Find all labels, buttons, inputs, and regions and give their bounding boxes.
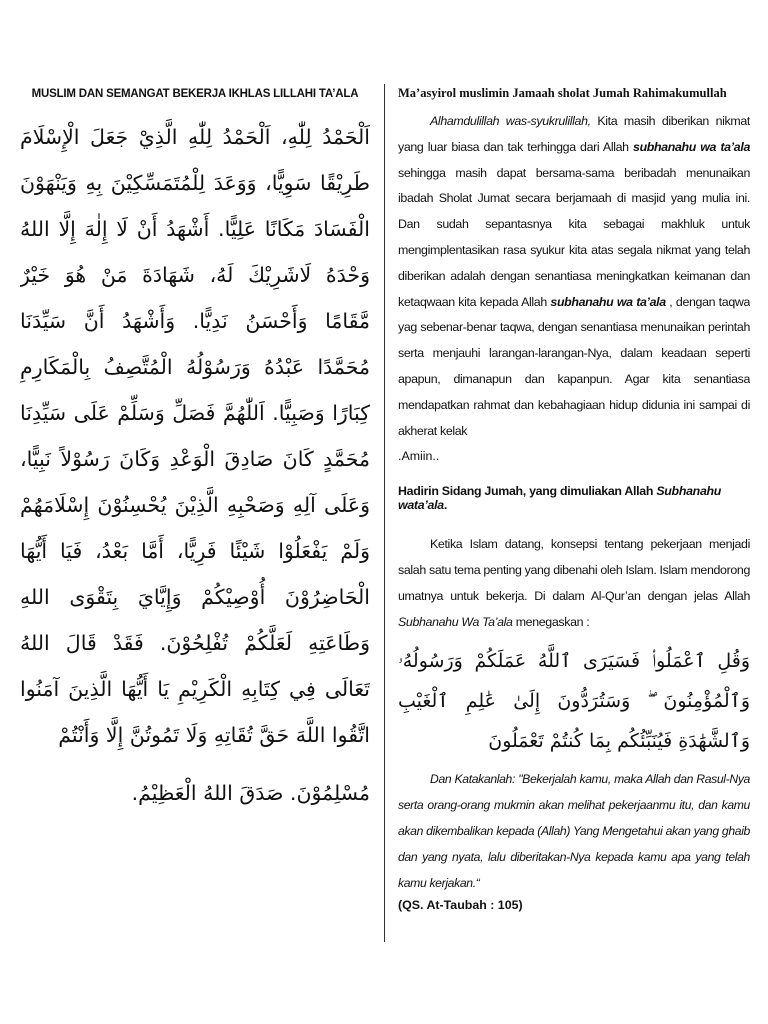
allah-epithet: Subhanahu Wa Ta’ala	[398, 614, 513, 629]
amin-line: .Amiin..	[398, 449, 440, 464]
allah-epithet: subhanahu wa ta’ala	[550, 294, 666, 309]
sermon-greeting-heading: Ma’asyirol muslimin Jamaah sholat Jumah Rahimakumullah	[398, 86, 727, 100]
khutbah-title: MUSLIM DAN SEMANGAT BEKERJA IKHLAS LILLAHI TA’ALA	[31, 88, 359, 100]
verse-translation: Dan Katakanlah: "Bekerjalah kamu, maka Allah dan Rasul-Nya serta orang-orang mukmin akan melihat pekerjaanmu itu, dan kamu akan dikembalikan kepada (Allah) Yang Mengetahui akan yang ghaib dan yang nyata, lalu diberitakan-Nya kepada kamu apa yang telah kamu kerjakan.“	[398, 772, 750, 890]
opening-paragraph: Alhamdulillah was-syukrulillah, Kita masih diberikan nikmat yang luar biasa dan tak terhingga dari Allah subhanahu wa ta’ala sehingga masih dapat bersama-sama beribadah menunaikan ibadah Sholat Jumat secara berjamaah di masjid yang mulia ini. Dan sudah sepantasnya kita sebagai makhluk untuk mengimplentasikan rasa syukur kita atas segala nikmat yang telah diberikan adalah dengan senantiasa meningkatkan keimanan dan ketaqwaan kita kepada Allah subhanahu wa ta’ala , dengan taqwa yag sebenar-benar taqwa, dengan senantiasa menunaikan perintah serta menjauhi larangan-larangan-Nya, dalam keadaan seperti apapun, dimanapun dan kapanpun. Agar kita senantiasa mendapatkan rahmat dan kebahagiaan hidup didunia ini sampai di akherat kelak	[398, 114, 750, 438]
work-concept-paragraph: Ketika Islam datang, konsepsi tentang pekerjaan menjadi salah satu tema penting yang dibenahi oleh Islam. Islam mendorong umatnya untuk bekerja. Di dalam Al-Qur’an dengan jelas Allah Subhanahu Wa Ta’ala menegaskan :	[398, 537, 750, 629]
quran-verse: وَقُلِ ٱعْمَلُوا۟ فَسَيَرَى ٱللَّهُ عَمَلَكُمْ وَرَسُولُهُۥ وَٱلْمُؤْمِنُونَ ۖ وَسَتُرَدُّونَ إِلَىٰ عَٰلِمِ ٱلْغَيْبِ وَٱلشَّهَٰدَةِ فَيُنَبِّئُكُم بِمَا كُنتُمْ تَعْمَلُونَ	[398, 650, 750, 753]
allah-epithet: subhanahu wa ta’ala	[633, 139, 750, 154]
verse-reference: (QS. At-Taubah : 105)	[398, 898, 523, 913]
section-subheading: Hadirin Sidang Jumah, yang dimuliakan Allah Subhanahu wata’ala.	[398, 484, 722, 513]
arabic-closing-text: مُسْلِمُوْنَ. صَدَقَ اللهُ الْعَظِيْمُ.	[131, 781, 370, 805]
hamdalah-phrase: Alhamdulillah was-syukrulillah,	[430, 114, 591, 128]
left-column	[20, 84, 370, 944]
arabic-opening-text: اَلْحَمْدُ لِلّٰهِ، اَلْحَمْدُ لِلّٰهِ الَّذِيْ جَعَلَ الْإِسْلَامَ طَرِيْقًا سَوِيًّا، وَوَعَدَ لِلْمُتَمَسِّكِيْنَ بِهِ وَيَنْهَوْنَ الْفَسَادَ مَكَانًا عَلِيًّا. أَشْهَدُ أَنْ لَا إِلٰهَ إِلَّا اللهُ وَحْدَهُ لَاشَرِيْكَ لَهُ، شَهَادَةَ مَنْ هُوَ خَيْرٌ مَّقَامًا وَأَحْسَنُ نَدِيًّا. وَأَشْهَدُ أَنَّ سَيِّدَنَا مُحَمَّدًا عَبْدُهُ وَرَسُوْلُهُ الْمُتَّصِفُ بِالْمَكَارِمِ كِبَارًا وَصَبِيًّا. اَللّٰهُمَّ فَصَلِّ وَسَلِّمْ عَلَى سَيِّدِنَا مُحَمَّدٍ كَانَ صَادِقَ الْوَعْدِ وَكَانَ رَسُوْلاً نَبِيًّا، وَعَلَى آلِهِ وَصَحْبِهِ الَّذِيْنَ يُحْسِنُوْنَ إِسْلَامَهُمْ وَلَمْ يَفْعَلُوْا شَيْئًا فَرِيًّا، أَمَّا بَعْدُ، فَيَا أَيُّهَا الْحَاضِرُوْنَ أُوْصِيْكُمْ وَإِيَّايَ بِتَقْوَى اللهِ وَطَاعَتِهِ لَعَلَّكُمْ تُفْلِحُوْنَ. فَقَدْ قَالَ اللهُ تَعَالَى فِي كِتَابِهِ الْكَرِيْمِ يَا أَيُّهَا الَّذِينَ آمَنُوا اتَّقُوا اللَّهَ حَقَّ تُقَاتِهِ وَلَا تَمُوتُنَّ إِلَّا وَأَنْتُمْ	[20, 125, 370, 747]
column-divider	[384, 84, 385, 942]
right-column	[398, 84, 750, 944]
